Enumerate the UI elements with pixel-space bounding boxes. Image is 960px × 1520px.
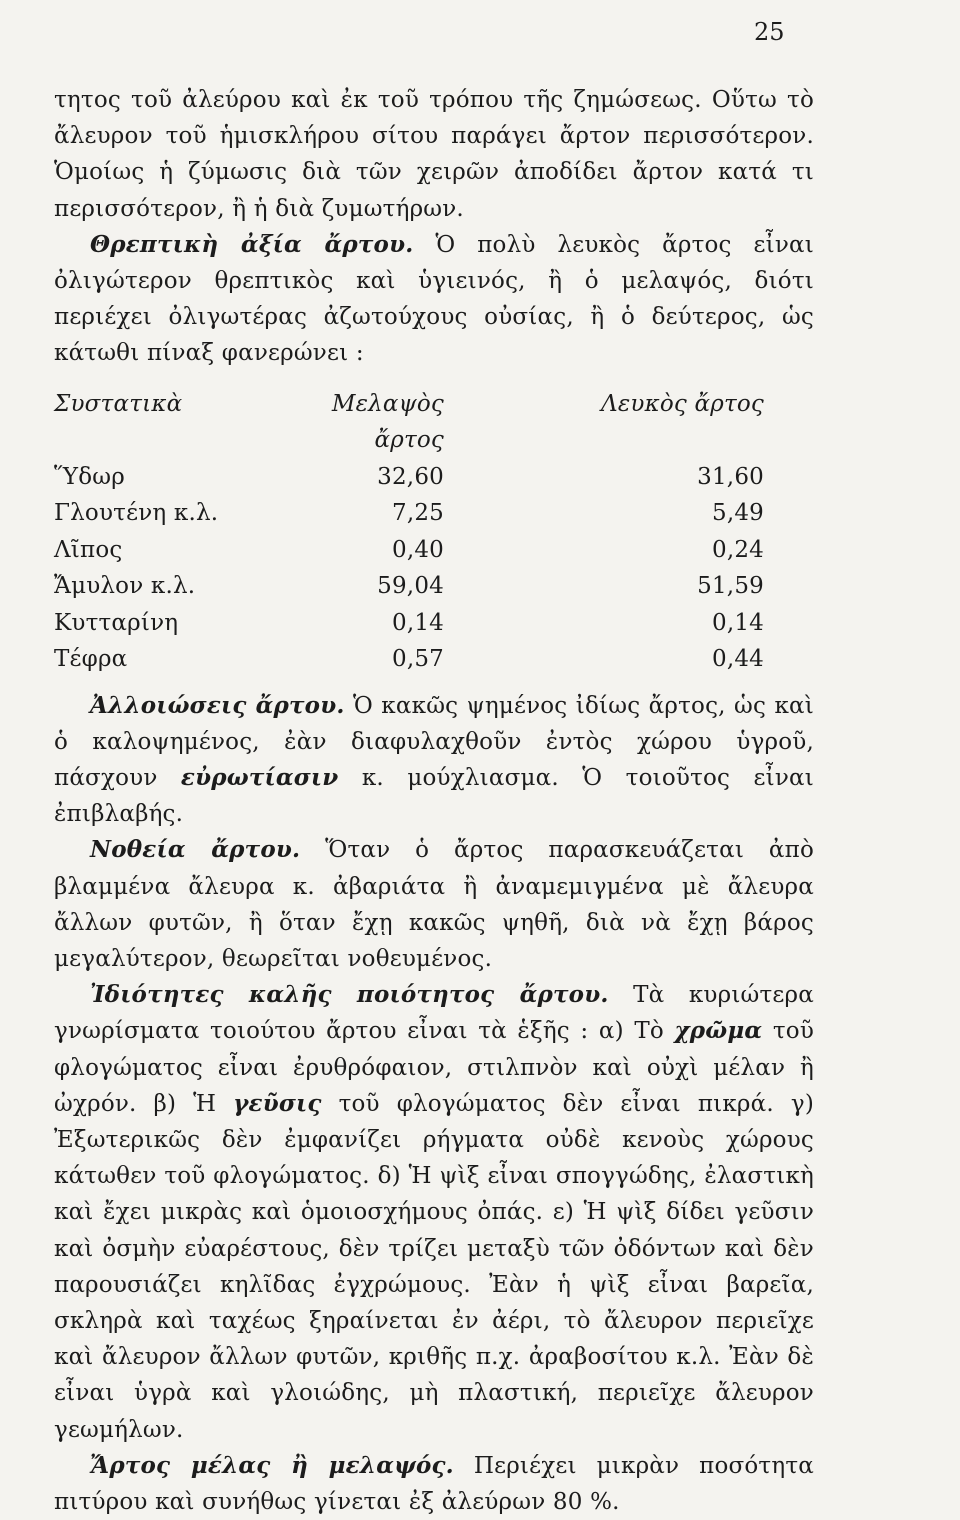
table-cell: Ἄμυλον κ.λ. (54, 573, 196, 600)
table-cell: Ὕδωρ (54, 463, 125, 490)
table-header: Μελαψὸς ἄρτος (331, 390, 444, 454)
paragraph-quality-properties (54, 977, 814, 1448)
paragraph-continuation: τητος τοῦ ἀλεύρου καὶ ἐκ τοῦ τρόπου τῆς ζημώσεως. Οὕτω τὸ ἄλευρον τοῦ ἡμισκλήρου σίτου παράγει ἄρτον περισσότερον. Ὁμοίως ἡ ζύμωσις διὰ τῶν χειρῶν ἀποδίδει ἄρτον κατά τι περισσότερον, ἢ ἡ διὰ ζυμωτήρων. (54, 87, 814, 222)
paragraph-text: Περιέχει μικρὰν ποσότητα πιτύρου καὶ συνήθως γίνεται ἐξ ἀλεύρων 80 %. (54, 1452, 814, 1516)
table-row (54, 605, 814, 642)
emphasized-term: γεῦσις (233, 1089, 322, 1117)
paragraph-text: Ὁ πολὺ λευκὸς ἄρτος εἶναι ὀλιγώτερον θρεπτικὸς καὶ ὑγιεινός, ἢ ὁ μελαψός, διότι περιέχει ὀλιγωτέρας ἀζωτούχους οὐσίας, ἢ ὁ δεύτερος, ὡς κάτωθι πίναξ φανερώνει : (54, 231, 815, 367)
table-header-row (54, 386, 814, 459)
section-heading-adulteration: Νοθεία ἄρτου. (90, 836, 301, 864)
table-cell: Λῖπος (54, 536, 123, 563)
paragraph-text: Τὰ κυριώτερα γνωρίσματα τοιούτου ἄρτου εἶναι τὰ ἑξῆς : α) Τὸ (54, 982, 814, 1045)
table-cell: Κυτταρίνη (54, 609, 179, 636)
table-cell: Γλουτένη κ.λ. (54, 500, 219, 527)
table-cell: 32,60 (377, 463, 444, 490)
table-cell: 51,59 (697, 573, 764, 600)
table-row (54, 459, 814, 496)
table-cell: 0,57 (391, 646, 444, 673)
paragraph-text: Ὅταν ὁ ἄρτος παρασκευάζεται ἀπὸ βλαμμένα ἄλευρα κ. ἀβαριάτα ἢ ἀναμεμιγμένα μὲ ἄλευρα ἄλλων φυτῶν, ἢ ὅταν ἔχῃ κακῶς ψηθῆ, διὰ νὰ ἔχῃ βάρος μεγαλύτερον, θεωρεῖται νοθευμένος. (54, 837, 815, 973)
table-cell: 0,40 (391, 536, 444, 563)
emphasized-term: χρῶμα (674, 1017, 763, 1045)
table-header: Συστατικὰ (54, 390, 183, 417)
table-cell: 0,44 (711, 646, 764, 673)
table-cell: 31,60 (697, 463, 764, 490)
table-header: Λευκὸς ἄρτος (601, 390, 764, 417)
page-number: 25 (754, 18, 785, 46)
table-cell: 5,49 (711, 500, 764, 527)
table-cell: 0,24 (711, 536, 764, 563)
table-cell: 59,04 (377, 573, 444, 600)
table-row (54, 495, 814, 532)
table-row (54, 641, 814, 678)
paragraph-text: κ. μούχλιασμα. Ὁ τοιοῦτος εἶναι ἐπιβλαβής. (54, 765, 815, 828)
page-body (54, 82, 814, 1520)
table-row (54, 532, 814, 569)
emphasized-term: εὐρωτίασιν (180, 764, 339, 792)
paragraph-text: τοῦ φλογώματος εἶναι ἐρυθρόφαιον, στιλπνὸν καὶ οὐχὶ μέλαν ἢ ὠχρόν. β) Ἡ (54, 1018, 814, 1117)
table-row (54, 568, 814, 605)
table-cell: 0,14 (391, 609, 444, 636)
paragraph-text: Ὁ κακῶς ψημένος ἰδίως ἄρτος, ὡς καὶ ὁ καλοψημένος, ἐὰν διαφυλαχθοῦν ἐντὸς χώρου ὑγροῦ, πάσχουν (54, 692, 814, 792)
table-cell: 0,14 (711, 609, 764, 636)
table-cell: Τέφρα (54, 646, 128, 673)
section-heading-quality-properties: Ἰδιότητες καλῆς ποιότητος ἄρτου. (90, 981, 609, 1009)
paragraph-nutritional-value (54, 227, 814, 372)
composition-table (54, 386, 814, 678)
section-heading-nutritional-value: Θρεπτικὴ ἀξία ἄρτου. (90, 230, 414, 258)
paragraph-alterations (54, 688, 814, 833)
table-cell: 7,25 (391, 500, 444, 527)
section-heading-alterations: Ἀλλοιώσεις ἄρτου. (90, 691, 345, 719)
paragraph-dark-bread (54, 1448, 814, 1520)
paragraph-adulteration (54, 832, 814, 977)
section-heading-dark-bread: Ἄρτος μέλας ἢ μελαψός. (90, 1451, 454, 1479)
paragraph-text: τοῦ φλογώματος δὲν εἶναι πικρά. γ) Ἐξωτερικῶς δὲν ἐμφανίζει ρήγματα οὐδὲ κενοὺς χώρους κάτωθεν τοῦ φλογώματος. δ) Ἡ ψὶξ εἶναι σπογγώδης, ἐλαστικὴ καὶ ἔχει μικρὰς καὶ ὁμοιοσχήμους ὀπάς. ε) Ἡ ψὶξ δίδει γεῦσιν καὶ ὀσμὴν εὐαρέστους, δὲν τρίζει μεταξὺ τῶν ὀδόντων καὶ δὲν παρουσιάζει κηλῖδας ἐγχρώμους. Ἐὰν ἡ ψὶξ εἶναι βαρεῖα, σκληρὰ καὶ ταχέως ξηραίνεται ἐν ἀέρι, τὸ ἄλευρον περιεῖχε καὶ ἄλευρον ἄλλων φυτῶν, κριθῆς π.χ. ἀραβοσίτου κ.λ. Ἐὰν δὲ εἶναι ὑγρὰ καὶ γλοιώδης, μὴ πλαστική, περιεῖχε ἄλευρον γεωμήλων. (54, 1090, 814, 1443)
